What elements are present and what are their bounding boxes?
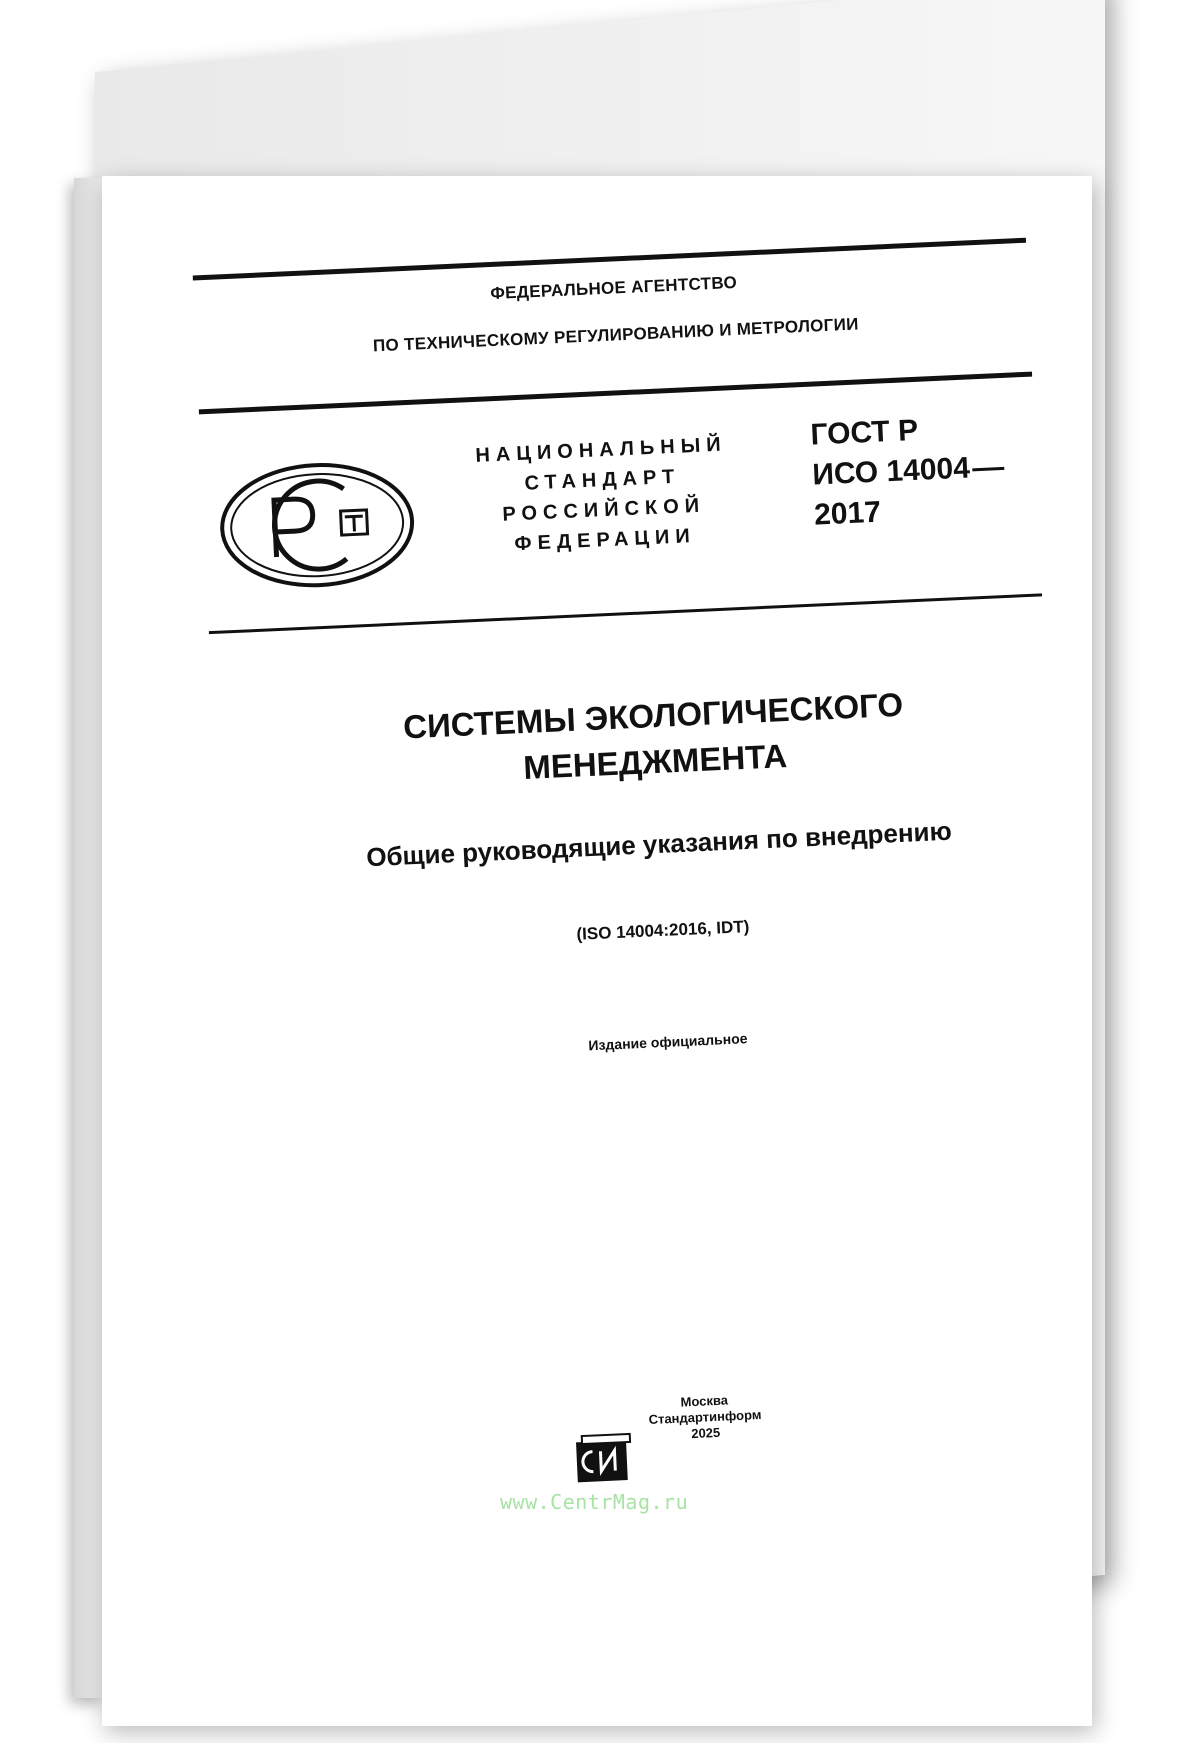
document-title	[263, 675, 1046, 802]
publisher-name: Стандартинформ	[648, 1406, 762, 1428]
watermark: www.CentrMag.ru	[500, 1490, 689, 1514]
gost-line-1: ГОСТ Р	[809, 413, 919, 452]
edition-label: Издание официальное	[588, 1030, 748, 1054]
national-line-4: ФЕДЕРАЦИИ	[514, 525, 697, 556]
agency-line-2: ПО ТЕХНИЧЕСКОМУ РЕГУЛИРОВАНИЮ И МЕТРОЛОГИИ	[372, 314, 860, 356]
publisher-city: Москва	[680, 1392, 729, 1410]
gost-line-2: ИСО 14004	[811, 451, 971, 492]
gost-designation	[810, 407, 1007, 536]
document-subtitle: Общие руководящие указания по внедрению	[365, 815, 953, 873]
publisher-block	[634, 1390, 776, 1444]
standartinform-logo	[574, 1432, 634, 1490]
gost-dash	[972, 467, 1004, 471]
standartinform-logo-icon	[574, 1432, 634, 1485]
rst-logo-icon	[214, 456, 420, 595]
national-line-1: НАЦИОНАЛЬНЫЙ	[474, 433, 728, 467]
gost-line-3: 2017	[813, 495, 882, 532]
title-line-2: МЕНЕДЖМЕНТА	[522, 737, 788, 787]
national-line-3: РОССИЙСКОЙ	[501, 494, 706, 526]
title-line-1: СИСТЕМЫ ЭКОЛОГИЧЕСКОГО	[402, 685, 904, 746]
publisher-year: 2025	[690, 1424, 721, 1442]
agency-line-1: ФЕДЕРАЛЬНОЕ АГЕНТСТВО	[489, 272, 738, 304]
iso-reference: (ISO 14004:2016, IDT)	[576, 916, 750, 944]
national-line-2: СТАНДАРТ	[524, 465, 681, 495]
second-rule	[199, 372, 1032, 415]
rst-logo	[214, 456, 420, 600]
third-rule	[209, 593, 1042, 634]
national-standard-block	[441, 428, 766, 562]
